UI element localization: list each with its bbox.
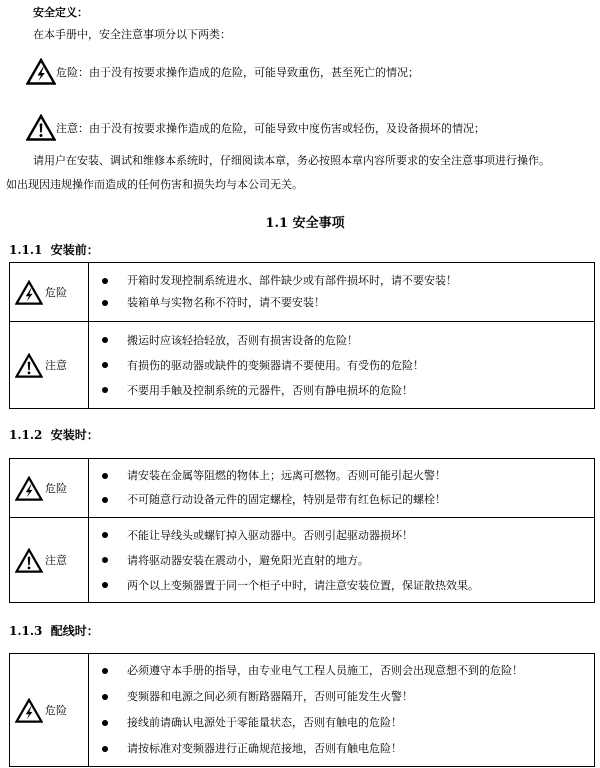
list-item: 不要用手触及控制系统的元器件，否则有静电损坏的危险！ — [89, 378, 594, 403]
list-item: 变频器和电源之间必须有断路器隔开，否则可能发生火警！ — [89, 684, 594, 710]
subsection-heading-1 — [9, 241, 99, 258]
caution-row — [10, 322, 595, 409]
subsection-title: 配线时： — [50, 624, 99, 638]
subsection-number: 1.1.2 — [9, 428, 43, 442]
list-item: 请将驱动器安装在震动小，避免阳光直射的地方。 — [89, 548, 594, 573]
danger-definition-text: 危险：由于没有按要求操作造成的危险，可能导致重伤，甚至死亡的情况； — [56, 65, 419, 79]
caution-label-cell — [10, 322, 89, 409]
danger-definition — [26, 58, 419, 85]
danger-row — [10, 263, 595, 322]
danger-label-cell — [10, 459, 89, 518]
danger-label-cell — [10, 654, 89, 767]
subsection-number: 1.1.1 — [9, 243, 43, 257]
list-item: 接线前请确认电源处于零能量状态，否则有触电的危险！ — [89, 710, 594, 736]
danger-label: 危险 — [45, 482, 67, 495]
subsection-heading-3 — [9, 622, 99, 639]
paragraph-line-1: 请用户在安装、调试和维修本系统时，仔细阅读本章，务必按照本章内容所要求的安全注意事项进行操作。 — [33, 154, 550, 167]
danger-label-cell — [10, 263, 89, 322]
subsection-title: 安装时： — [50, 428, 99, 442]
danger-items-cell — [89, 654, 595, 767]
paragraph-line-2: 如出现因违规操作而造成的任何伤害和损失均与本公司无关。 — [6, 178, 303, 191]
exclamation-warning-icon — [26, 114, 56, 141]
subsection-number: 1.1.3 — [9, 624, 43, 638]
safety-definition-title: 安全定义： — [33, 6, 88, 19]
danger-items-cell — [89, 263, 595, 322]
safety-table-during-install — [9, 458, 595, 603]
danger-label: 危险 — [45, 704, 67, 717]
list-item: 开箱时发现控制系统进水、部件缺少或有部件损坏时，请不要安装！ — [89, 270, 594, 292]
list-item: 不可随意行动设备元件的固定螺栓，特别是带有红色标记的螺栓！ — [89, 488, 594, 512]
caution-definition — [26, 114, 485, 141]
caution-items-cell — [89, 322, 595, 409]
list-item: 搬运时应该轻拾轻放，否则有损害设备的危险！ — [89, 328, 594, 353]
exclamation-warning-icon — [15, 353, 43, 378]
intro-line: 在本手册中，安全注意事项分以下两类： — [33, 28, 231, 41]
exclamation-warning-icon — [15, 548, 43, 573]
caution-label: 注意 — [45, 359, 67, 372]
danger-label: 危险 — [45, 286, 67, 299]
list-item: 必须遵守本手册的指导，由专业电气工程人员施工，否则会出现意想不到的危险！ — [89, 658, 594, 684]
list-item: 请按标准对变频器进行正确规范接地，否则有触电危险！ — [89, 736, 594, 762]
subsection-heading-2 — [9, 426, 99, 443]
caution-label-cell — [10, 518, 89, 603]
caution-definition-text: 注意：由于没有按要求操作造成的危险，可能导致中度伤害或轻伤，及设备损坏的情况； — [56, 121, 485, 135]
safety-table-wiring — [9, 653, 595, 767]
electric-shock-warning-icon — [15, 476, 43, 501]
electric-shock-warning-icon — [26, 58, 56, 85]
safety-table-before-install — [9, 262, 595, 409]
list-item: 装箱单与实物名称不符时，请不要安装！ — [89, 292, 594, 314]
caution-row — [10, 518, 595, 603]
list-item: 请安装在金属等阻燃的物体上；远离可燃物。否则可能引起火警！ — [89, 464, 594, 488]
section-title: 1.1 安全事项 — [265, 216, 345, 231]
danger-row — [10, 459, 595, 518]
list-item: 不能让导线头或螺钉掉入驱动器中。否则引起驱动器损坏！ — [89, 523, 594, 548]
list-item: 两个以上变频器置于同一个柜子中时，请注意安装位置，保证散热效果。 — [89, 573, 594, 598]
electric-shock-warning-icon — [15, 698, 43, 723]
electric-shock-warning-icon — [15, 280, 43, 305]
danger-row — [10, 654, 595, 767]
caution-label: 注意 — [45, 554, 67, 567]
subsection-title: 安装前： — [50, 243, 99, 257]
caution-items-cell — [89, 518, 595, 603]
danger-items-cell — [89, 459, 595, 518]
list-item: 有损伤的驱动器或缺件的变频器请不要使用。有受伤的危险！ — [89, 353, 594, 378]
